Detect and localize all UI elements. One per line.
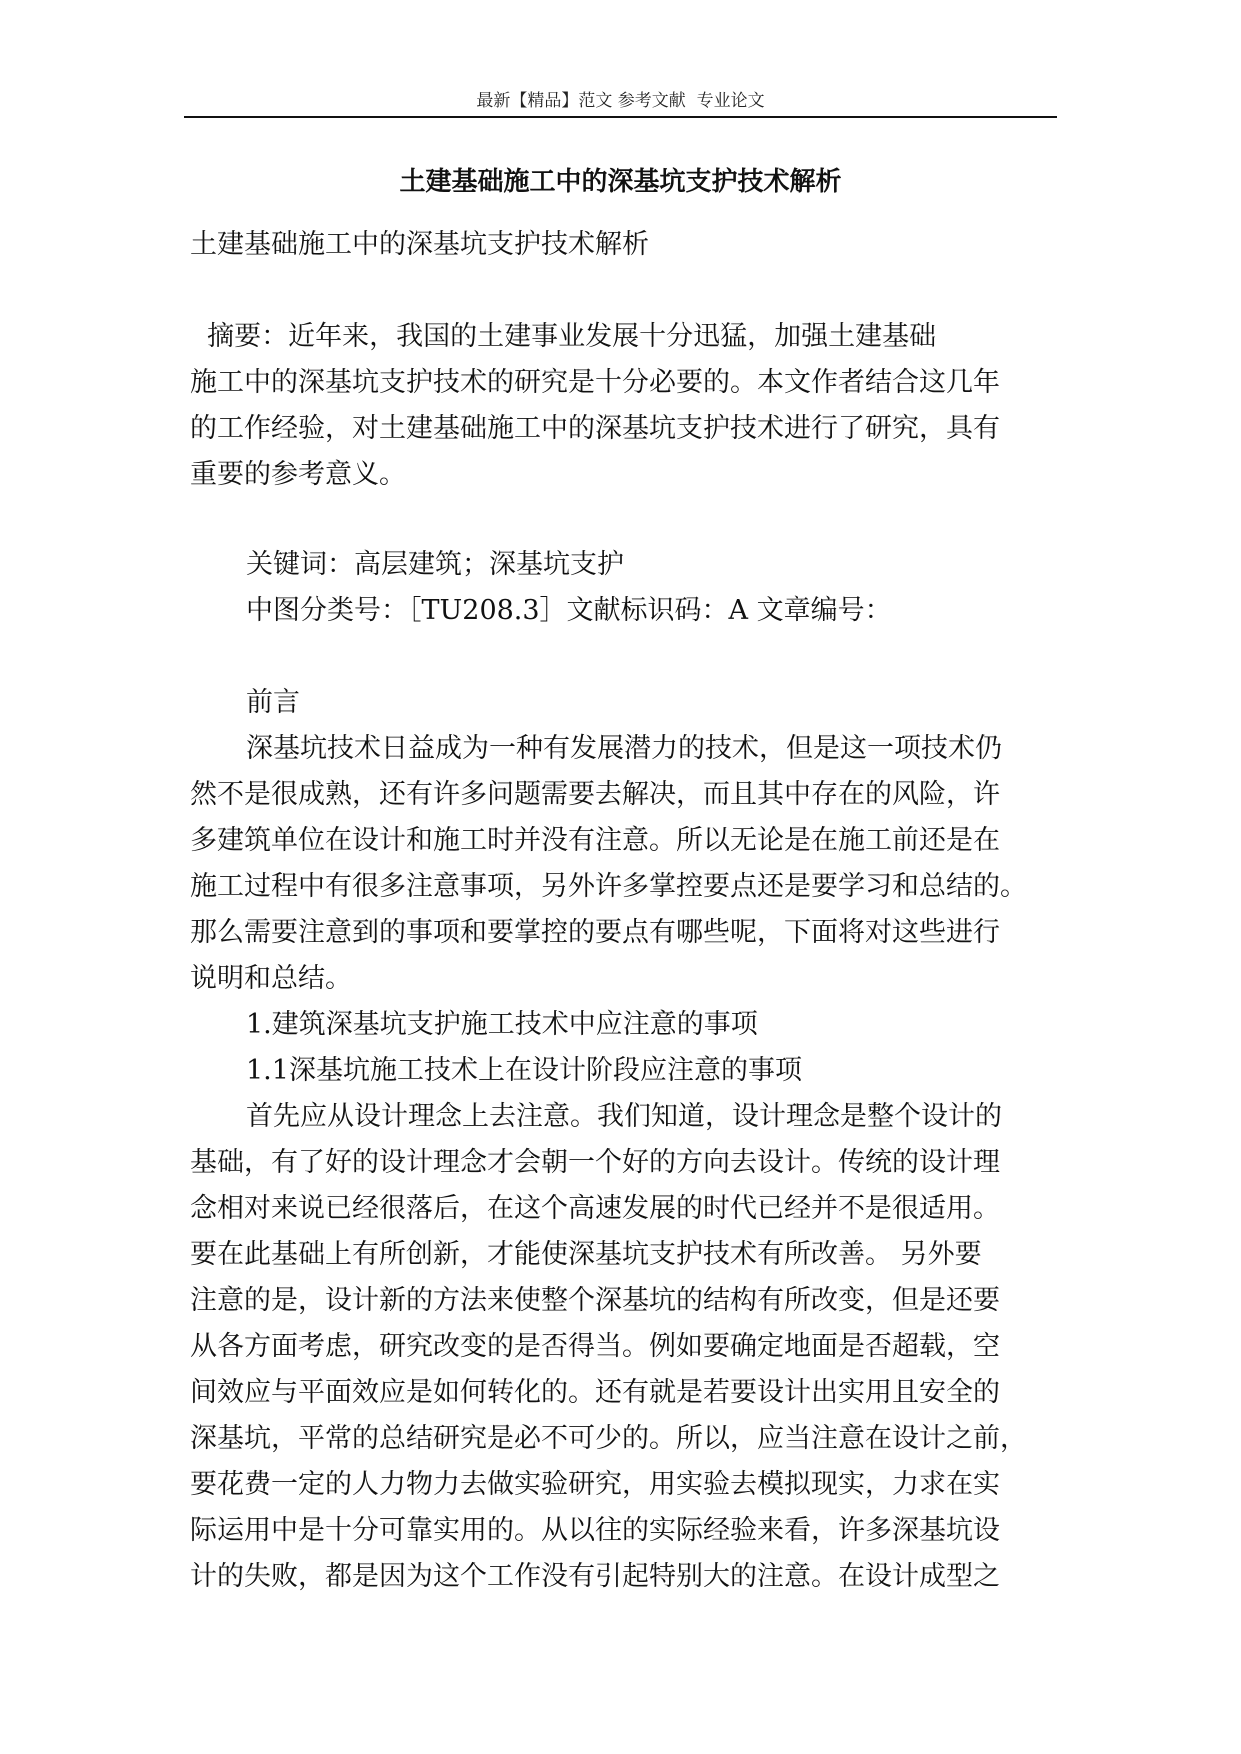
abstract-line: 施工中的深基坑支护技术的研究是十分必要的。本文作者结合这几年 <box>190 367 1000 398</box>
document-subtitle: 土建基础施工中的深基坑支护技术解析 <box>190 229 649 260</box>
document-title: 土建基础施工中的深基坑支护技术解析 <box>399 167 842 197</box>
keywords-line: 关键词：高层建筑；深基坑支护 <box>246 549 624 580</box>
body-line: 从各方面考虑，研究改变的是否得当。例如要确定地面是否超载，空 <box>190 1331 1000 1362</box>
preface-line: 那么需要注意到的事项和要掌控的要点有哪些呢，下面将对这些进行 <box>190 917 1000 948</box>
body-line: 要花费一定的人力物力去做实验研究，用实验去模拟现实，力求在实 <box>190 1469 1000 1500</box>
abstract-line: 的工作经验，对土建基础施工中的深基坑支护技术进行了研究，具有 <box>190 413 1000 444</box>
preface-heading: 前言 <box>246 687 300 718</box>
body-line: 计的失败，都是因为这个工作没有引起特别大的注意。在设计成型之 <box>190 1561 1000 1592</box>
section-1-1-heading: 1.1深基坑施工技术上在设计阶段应注意的事项 <box>246 1055 802 1086</box>
preface-line: 多建筑单位在设计和施工时并没有注意。所以无论是在施工前还是在 <box>190 825 1000 856</box>
body-line: 要在此基础上有所创新，才能使深基坑支护技术有所改善。 另外要 <box>190 1239 982 1270</box>
classification-line: 中图分类号：［TU208.3］文献标识码：A 文章编号： <box>246 595 892 626</box>
body-line: 基础，有了好的设计理念才会朝一个好的方向去设计。传统的设计理 <box>190 1147 1000 1178</box>
preface-line: 然不是很成熟，还有许多问题需要去解决，而且其中存在的风险，许 <box>190 779 1000 810</box>
header-divider <box>184 116 1057 118</box>
abstract-line: 重要的参考意义。 <box>190 459 406 490</box>
preface-line: 施工过程中有很多注意事项，另外许多掌控要点还是要学习和总结的。 <box>190 871 1027 902</box>
abstract-line: 摘要：近年来，我国的土建事业发展十分迅猛，加强土建基础 <box>190 321 937 352</box>
body-line: 间效应与平面效应是如何转化的。还有就是若要设计出实用且安全的 <box>190 1377 1000 1408</box>
section-1-heading: 1.建筑深基坑支护施工技术中应注意的事项 <box>246 1009 758 1040</box>
body-line: 念相对来说已经很落后，在这个高速发展的时代已经并不是很适用。 <box>190 1193 1000 1224</box>
body-line: 首先应从设计理念上去注意。我们知道，设计理念是整个设计的 <box>246 1101 1002 1132</box>
page-header: 最新【精品】范文 参考文献 专业论文 <box>476 91 765 111</box>
preface-line: 说明和总结。 <box>190 963 352 994</box>
body-line: 际运用中是十分可靠实用的。从以往的实际经验来看，许多深基坑设 <box>190 1515 1000 1546</box>
preface-line: 深基坑技术日益成为一种有发展潜力的技术，但是这一项技术仍 <box>246 733 1002 764</box>
body-line: 深基坑，平常的总结研究是必不可少的。所以，应当注意在设计之前， <box>190 1423 1027 1454</box>
body-line: 注意的是，设计新的方法来使整个深基坑的结构有所改变，但是还要 <box>190 1285 1000 1316</box>
